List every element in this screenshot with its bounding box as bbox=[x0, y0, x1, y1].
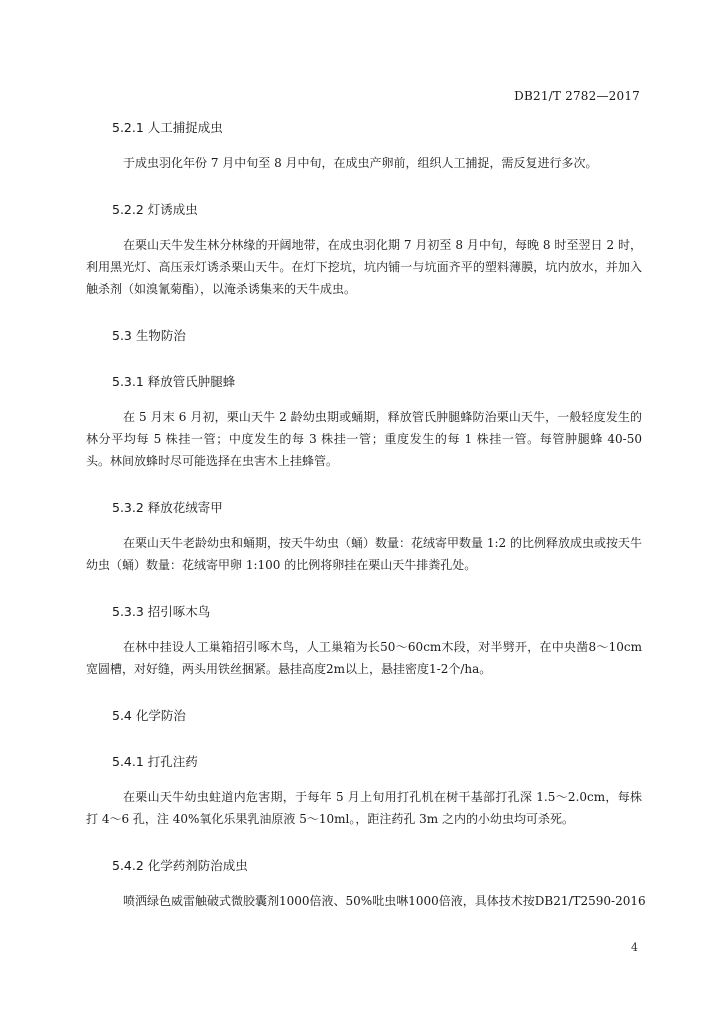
section-paragraph: 在栗山天牛老龄幼虫和蛹期，按天牛幼虫（蛹）数量：花绒寄甲数量 1:2 的比例释放成虫或按天牛幼虫（蛹）数量：花绒寄甲卵 1:100 的比例将卵挂在栗山天牛排粪孔处。 bbox=[86, 536, 642, 572]
section-paragraph: 在林中挂设人工巢箱招引啄木鸟，人工巢箱为长50～60cm木段，对半劈开，在中央凿8～10cm宽圆槽，对好缝，两头用铁丝捆紧。悬挂高度2m以上，悬挂密度1-2个/ha。 bbox=[86, 640, 642, 676]
section-heading-5-4: 5.4 化学防治 bbox=[112, 708, 186, 723]
section-paragraph: 喷洒绿色威雷触破式微胶囊剂1000倍液、50%吡虫啉1000倍液，具体技术按DB21/T2590-2016 bbox=[123, 894, 646, 908]
section-heading-5-2-1: 5.2.1 人工捕捉成虫 bbox=[112, 120, 223, 135]
section-heading-5-3: 5.3 生物防治 bbox=[112, 328, 186, 343]
document-body bbox=[86, 118, 646, 912]
section-heading-5-3-2: 5.3.2 释放花绒寄甲 bbox=[112, 500, 223, 515]
page-number: 4 bbox=[631, 941, 638, 954]
section-paragraph: 在栗山天牛发生林分林缘的开阔地带，在成虫羽化期 7 月初至 8 月中旬，每晚 8 时至翌日 2 时，利用黑光灯、高压汞灯诱杀栗山天牛。在灯下挖坑，坑内铺一与坑面齐平的塑料薄膜，坑内放水，并加入触杀剂（如溴氰菊酯），以淹杀诱集来的天牛成虫。 bbox=[86, 238, 642, 296]
standard-code: DB21/T 2782—2017 bbox=[514, 89, 640, 103]
section-heading-5-4-2: 5.4.2 化学药剂防治成虫 bbox=[112, 858, 248, 873]
section-heading-5-3-1: 5.3.1 释放管氏肿腿蜂 bbox=[112, 374, 236, 389]
section-paragraph: 在 5 月末 6 月初，栗山天牛 2 龄幼虫期或蛹期，释放管氏肿腿蜂防治栗山天牛，一般轻度发生的林分平均每 5 株挂一管；中度发生的每 3 株挂一管；重度发生的每 1 株挂一管。每管肿腿蜂 40-50 头。林间放蜂时尽可能选择在虫害木上挂蜂管。 bbox=[86, 410, 642, 468]
section-heading-5-3-3: 5.3.3 招引啄木鸟 bbox=[112, 604, 211, 619]
section-heading-5-2-2: 5.2.2 灯诱成虫 bbox=[112, 202, 198, 217]
section-paragraph: 在栗山天牛幼虫蛀道内危害期，于每年 5 月上旬用打孔机在树干基部打孔深 1.5～2.0cm，每株打 4～6 孔，注 40%氧化乐果乳油原液 5～10ml。，距注药孔 3m 之内的小幼虫均可杀死。 bbox=[86, 790, 642, 826]
section-paragraph: 于成虫羽化年份 7 月中旬至 8 月中旬，在成虫产卵前，组织人工捕捉，需反复进行多次。 bbox=[123, 156, 598, 170]
section-heading-5-4-1: 5.4.1 打孔注药 bbox=[112, 754, 198, 769]
